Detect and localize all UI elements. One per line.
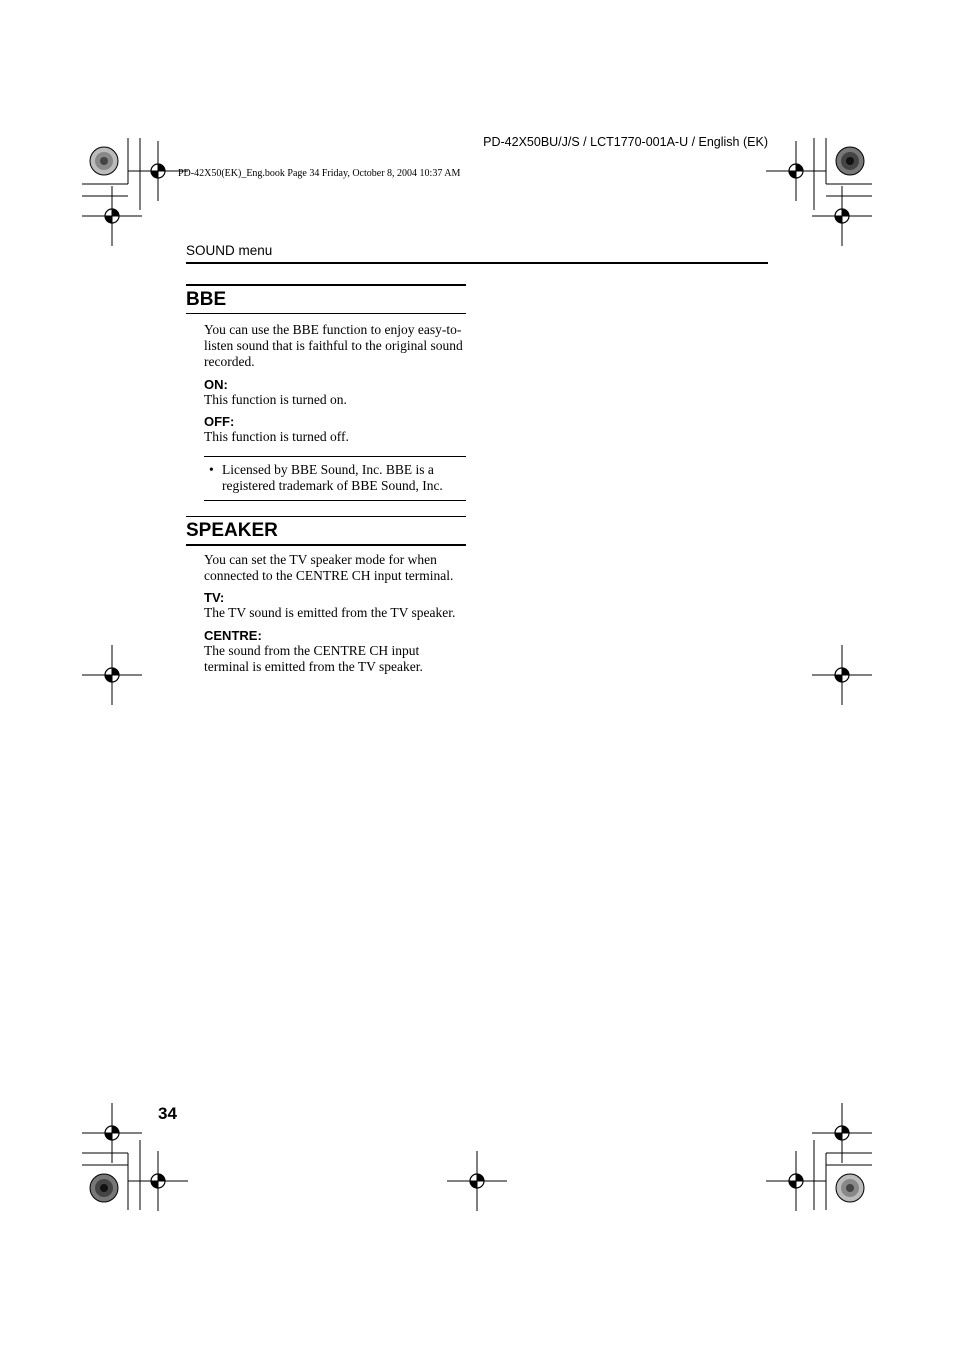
registration-mark-icon	[82, 645, 142, 705]
speaker-section	[186, 516, 466, 675]
option-term: ON:	[204, 377, 228, 392]
registration-mark-icon	[128, 1151, 188, 1211]
registration-mark-icon	[82, 1103, 142, 1163]
option-desc: The TV sound is emitted from the TV speaker.	[204, 605, 456, 620]
option-term: TV:	[204, 590, 225, 605]
option-term: CENTRE:	[204, 628, 262, 643]
bullet-icon: •	[209, 462, 214, 477]
registration-mark-icon	[812, 1103, 872, 1163]
section-rule	[186, 544, 466, 546]
registration-mark-icon	[447, 1151, 507, 1211]
header-rule	[186, 262, 768, 264]
registration-mark-icon	[82, 186, 142, 246]
color-target-icon	[836, 147, 864, 175]
note-item	[204, 462, 466, 494]
option-desc: The sound from the CENTRE CH input terminal is emitted from the TV speaker.	[204, 643, 423, 674]
registration-mark-icon	[766, 141, 826, 201]
registration-mark-icon	[812, 645, 872, 705]
note-rule	[204, 456, 466, 457]
registration-mark-icon	[766, 1151, 826, 1211]
color-target-icon	[836, 1174, 864, 1202]
color-target-icon	[90, 1174, 118, 1202]
bbe-section	[186, 284, 466, 501]
bbe-intro: You can use the BBE function to enjoy easy-to-listen sound that is faithful to the original sound recorded.	[204, 322, 463, 369]
page-number: 34	[158, 1104, 177, 1123]
section-label: SOUND menu	[186, 243, 273, 258]
note-rule	[204, 500, 466, 501]
option-desc: This function is turned on.	[204, 392, 347, 407]
bbe-heading: BBE	[186, 289, 227, 310]
color-target-icon	[90, 147, 118, 175]
speaker-intro: You can set the TV speaker mode for when connected to the CENTRE CH input terminal.	[204, 552, 454, 583]
option-term: OFF:	[204, 414, 235, 429]
model-header: PD-42X50BU/J/S / LCT1770-001A-U / English (EK)	[483, 135, 768, 149]
registration-mark-icon	[812, 186, 872, 246]
book-info-line: PD-42X50(EK)_Eng.book Page 34 Friday, October 8, 2004 10:37 AM	[178, 168, 461, 179]
option-desc: This function is turned off.	[204, 429, 349, 444]
section-rule	[186, 313, 466, 314]
speaker-heading: SPEAKER	[186, 520, 278, 541]
note-text: Licensed by BBE Sound, Inc. BBE is a registered trademark of BBE Sound, Inc.	[222, 462, 443, 493]
